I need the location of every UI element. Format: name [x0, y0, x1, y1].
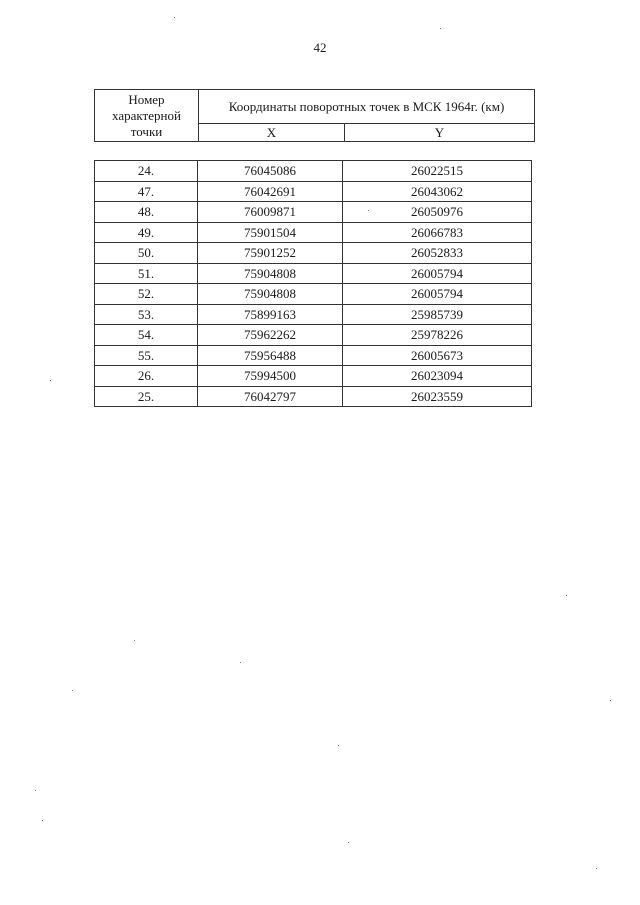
- coordinates-table: [94, 160, 532, 407]
- point-number-cell: 53.: [95, 304, 198, 325]
- x-coordinate-cell: 75956488: [198, 345, 343, 366]
- x-coordinate-cell: 75904808: [198, 263, 343, 284]
- point-number-cell: 24.: [95, 161, 198, 182]
- scan-speck: [42, 820, 43, 821]
- y-coordinate-cell: 26023094: [343, 366, 532, 387]
- y-coordinate-cell: 26023559: [343, 386, 532, 407]
- y-coordinate-cell: 26043062: [343, 181, 532, 202]
- x-coordinate-cell: 75962262: [198, 325, 343, 346]
- scan-speck: [566, 595, 567, 596]
- scan-speck: [596, 868, 597, 869]
- x-coordinate-cell: 76042691: [198, 181, 343, 202]
- table-row: [95, 325, 532, 346]
- scan-speck: [440, 28, 441, 29]
- scan-speck: [174, 17, 175, 18]
- y-coordinate-cell: 26005673: [343, 345, 532, 366]
- point-number-cell: 55.: [95, 345, 198, 366]
- table-row: [95, 181, 532, 202]
- x-coordinate-cell: 75904808: [198, 284, 343, 305]
- x-coordinate-cell: 75901252: [198, 243, 343, 264]
- coordinates-table-header: [94, 89, 535, 142]
- scan-speck: [368, 210, 369, 211]
- y-coordinate-cell: 26066783: [343, 222, 532, 243]
- y-coordinate-cell: 25978226: [343, 325, 532, 346]
- x-coordinate-cell: 75994500: [198, 366, 343, 387]
- table-row: [95, 263, 532, 284]
- point-number-cell: 54.: [95, 325, 198, 346]
- scan-speck: [35, 790, 36, 791]
- scan-speck: [348, 842, 349, 843]
- coordinates-header: Координаты поворотных точек в МСК 1964г. (км): [199, 90, 535, 124]
- scan-speck: [134, 640, 135, 641]
- point-number-cell: 47.: [95, 181, 198, 202]
- point-number-cell: 26.: [95, 366, 198, 387]
- table-row: [95, 386, 532, 407]
- x-coordinate-cell: 76045086: [198, 161, 343, 182]
- x-coordinate-cell: 75899163: [198, 304, 343, 325]
- table-row: [95, 161, 532, 182]
- page-number: 42: [313, 40, 327, 55]
- y-coordinate-cell: 26005794: [343, 263, 532, 284]
- scan-speck: [338, 745, 339, 746]
- table-row: [95, 345, 532, 366]
- table-row: [95, 243, 532, 264]
- table-row: [95, 222, 532, 243]
- x-coordinate-cell: 76042797: [198, 386, 343, 407]
- y-coordinate-cell: 26005794: [343, 284, 532, 305]
- point-number-cell: 50.: [95, 243, 198, 264]
- scan-speck: [240, 662, 241, 663]
- scan-speck: [72, 690, 73, 691]
- y-coordinate-cell: 26022515: [343, 161, 532, 182]
- point-number-cell: 49.: [95, 222, 198, 243]
- point-number-cell: 52.: [95, 284, 198, 305]
- x-coordinate-cell: 76009871: [198, 202, 343, 223]
- scan-speck: [610, 700, 611, 701]
- table-row: [95, 366, 532, 387]
- y-coordinate-cell: 26052833: [343, 243, 532, 264]
- point-number-header: Номер характерной точки: [95, 90, 199, 142]
- scan-speck: [50, 380, 51, 381]
- table-row: [95, 202, 532, 223]
- x-coordinate-cell: 75901504: [198, 222, 343, 243]
- x-column-header: X: [199, 124, 345, 142]
- point-number-cell: 48.: [95, 202, 198, 223]
- table-row: [95, 304, 532, 325]
- table-row: [95, 284, 532, 305]
- y-coordinate-cell: 26050976: [343, 202, 532, 223]
- point-number-cell: 51.: [95, 263, 198, 284]
- y-coordinate-cell: 25985739: [343, 304, 532, 325]
- point-number-cell: 25.: [95, 386, 198, 407]
- y-column-header: Y: [345, 124, 535, 142]
